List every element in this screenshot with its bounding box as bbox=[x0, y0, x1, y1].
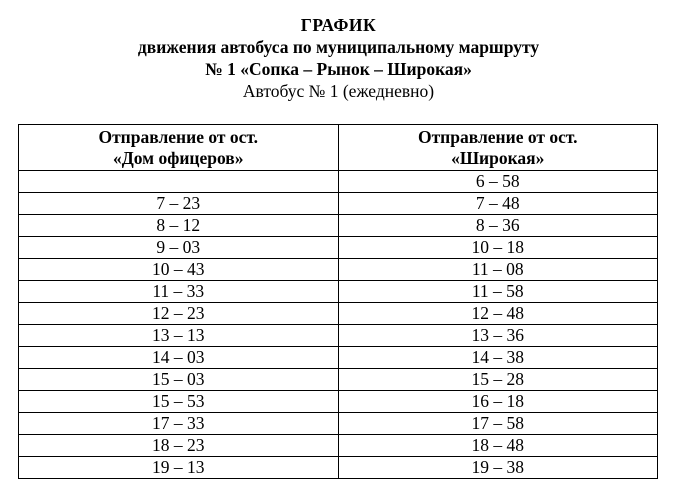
departure-time-dom-ofitserov: 7 – 23 bbox=[19, 193, 339, 215]
departure-time-shirokaya: 17 – 58 bbox=[338, 413, 658, 435]
departure-time-dom-ofitserov: 12 – 23 bbox=[19, 303, 339, 325]
departure-time-dom-ofitserov: 15 – 03 bbox=[19, 369, 339, 391]
route-name: № 1 «Сопка – Рынок – Широкая» bbox=[205, 59, 472, 79]
table-row bbox=[19, 391, 658, 413]
table-row bbox=[19, 325, 658, 347]
table-row bbox=[19, 369, 658, 391]
table-row bbox=[19, 171, 658, 193]
departure-time-dom-ofitserov: 11 – 33 bbox=[19, 281, 339, 303]
departure-time-shirokaya: 11 – 08 bbox=[338, 259, 658, 281]
column-header-dom-ofitserov bbox=[19, 125, 339, 171]
departure-time-shirokaya: 8 – 36 bbox=[338, 215, 658, 237]
departure-time-shirokaya: 11 – 58 bbox=[338, 281, 658, 303]
schedule-body bbox=[19, 171, 658, 479]
departure-time-dom-ofitserov: 17 – 33 bbox=[19, 413, 339, 435]
departure-time-shirokaya: 19 – 38 bbox=[338, 457, 658, 479]
route-description: движения автобуса по муниципальному маршруту bbox=[137, 37, 540, 57]
document-header bbox=[0, 14, 677, 102]
table-row bbox=[19, 193, 658, 215]
departure-time-dom-ofitserov: 19 – 13 bbox=[19, 457, 339, 479]
departure-time-dom-ofitserov: 14 – 03 bbox=[19, 347, 339, 369]
departure-time-shirokaya: 12 – 48 bbox=[338, 303, 658, 325]
table-row bbox=[19, 413, 658, 435]
table-row bbox=[19, 435, 658, 457]
departure-time-shirokaya: 18 – 48 bbox=[338, 435, 658, 457]
departure-time-shirokaya: 7 – 48 bbox=[338, 193, 658, 215]
departure-time-dom-ofitserov: 10 – 43 bbox=[19, 259, 339, 281]
bus-schedule-note: Автобус № 1 (ежедневно) bbox=[242, 81, 435, 101]
departure-time-dom-ofitserov: 8 – 12 bbox=[19, 215, 339, 237]
column-header-stop: «Дом офицеров» bbox=[112, 147, 244, 168]
departure-time-shirokaya: 10 – 18 bbox=[338, 237, 658, 259]
table-row bbox=[19, 259, 658, 281]
departure-time-shirokaya: 14 – 38 bbox=[338, 347, 658, 369]
column-header-shirokaya bbox=[338, 125, 658, 171]
table-row bbox=[19, 457, 658, 479]
table-header-row bbox=[19, 125, 658, 171]
departure-time-dom-ofitserov: 9 – 03 bbox=[19, 237, 339, 259]
column-header-line: Отправление от ост. bbox=[98, 126, 259, 147]
departure-time-shirokaya: 13 – 36 bbox=[338, 325, 658, 347]
departure-time-shirokaya: 16 – 18 bbox=[338, 391, 658, 413]
table-row bbox=[19, 281, 658, 303]
column-header-stop: «Широкая» bbox=[451, 147, 545, 168]
table-row bbox=[19, 215, 658, 237]
departure-time-dom-ofitserov: 18 – 23 bbox=[19, 435, 339, 457]
table-row bbox=[19, 303, 658, 325]
departure-time-dom-ofitserov: 15 – 53 bbox=[19, 391, 339, 413]
table-row bbox=[19, 347, 658, 369]
departure-time-dom-ofitserov bbox=[19, 171, 339, 193]
table-row bbox=[19, 237, 658, 259]
schedule-table bbox=[18, 124, 658, 479]
departure-time-shirokaya: 6 – 58 bbox=[338, 171, 658, 193]
document-title: ГРАФИК bbox=[300, 15, 377, 35]
departure-time-dom-ofitserov: 13 – 13 bbox=[19, 325, 339, 347]
column-header-line: Отправление от ост. bbox=[417, 126, 578, 147]
departure-time-shirokaya: 15 – 28 bbox=[338, 369, 658, 391]
